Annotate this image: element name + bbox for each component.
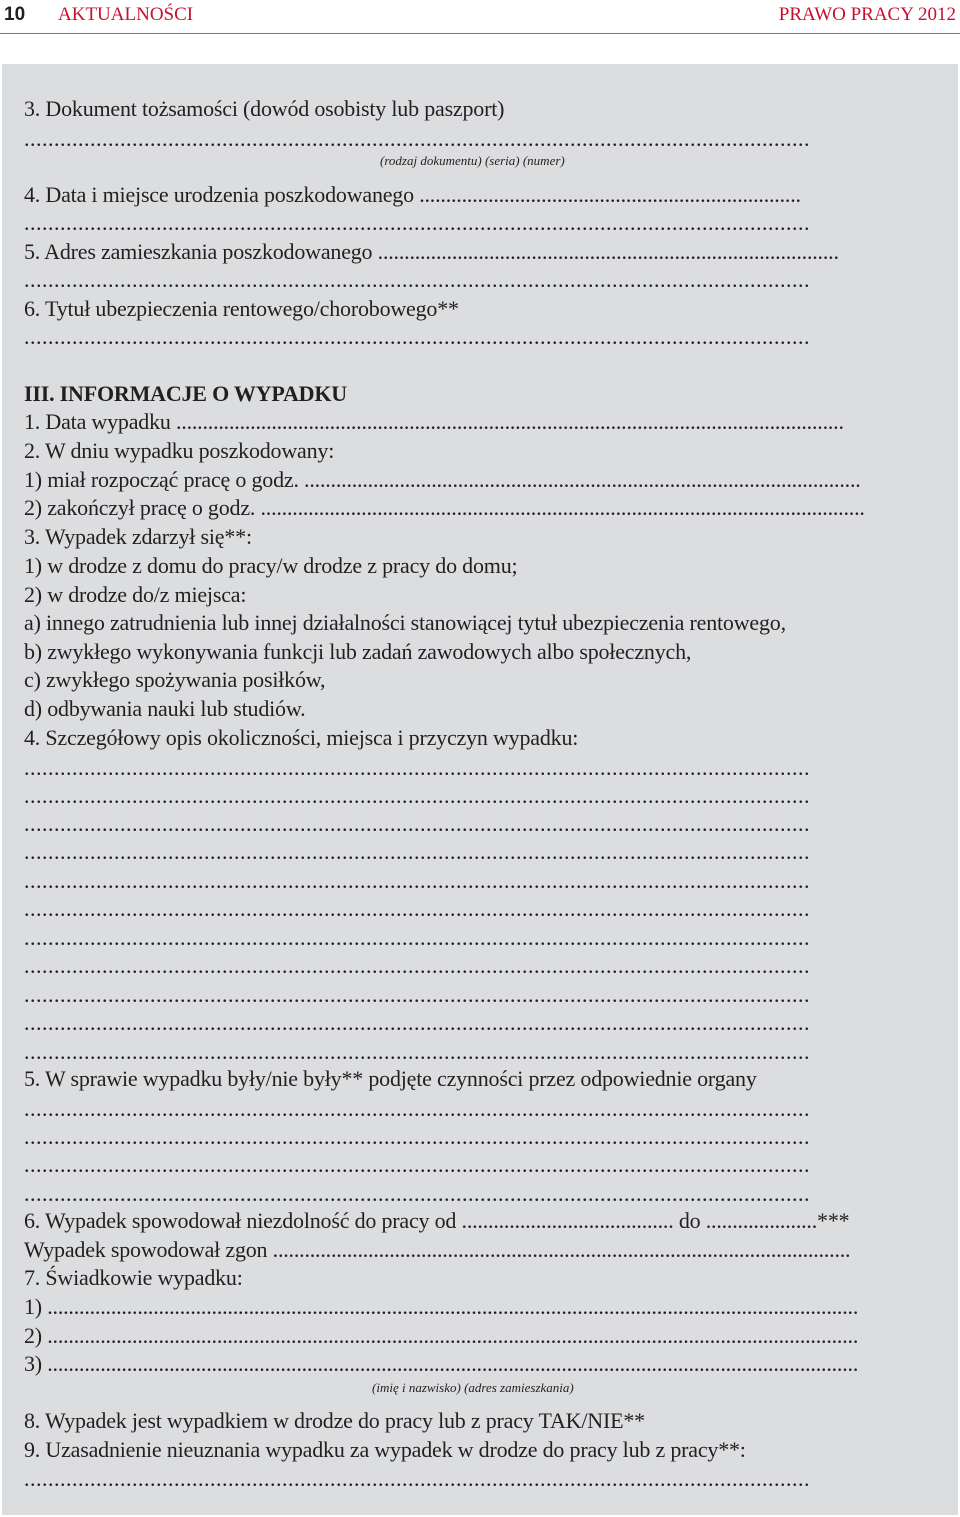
dotted-line: ...................................................................................................................................: [24, 1152, 810, 1177]
field-identity-document: 3. Dokument tożsamości (dowód osobisty lub paszport): [24, 96, 505, 121]
dotted-line: ...................................................................................................................................: [24, 1181, 810, 1206]
header-divider: [0, 33, 960, 34]
field-address: 5. Adres zamieszkania poszkodowanego .......................................................................................: [24, 239, 839, 264]
field-accident-date: 1. Data wypadku ..............................................................................................................................: [24, 409, 844, 434]
field-detailed-description: 4. Szczegółowy opis okoliczności, miejsca i przyczyn wypadku:: [24, 725, 579, 750]
magazine-title: PRAWO PRACY 2012: [778, 4, 956, 25]
field-justification: 9. Uzasadnienie nieuznania wypadku za wypadek w drodze do pracy lub z pracy**:: [24, 1437, 746, 1462]
page-number: 10: [4, 4, 26, 25]
caption-document: (rodzaj dokumentu) (seria) (numer): [380, 153, 565, 168]
field-witnesses: 7. Świadkowie wypadku:: [24, 1265, 243, 1290]
dotted-line: ...................................................................................................................................: [24, 868, 810, 893]
dotted-line: ...................................................................................................................................: [24, 1010, 810, 1035]
field-death: Wypadek spowodował zgon .............................................................................................................: [24, 1237, 851, 1262]
field-birth-date-place: 4. Data i miejsce urodzenia poszkodowanego ........................................................................: [24, 182, 801, 207]
caption-witness: (imię i nazwisko) (adres zamieszkania): [372, 1380, 574, 1395]
dotted-line: ...................................................................................................................................: [24, 811, 810, 836]
dotted-line: ...................................................................................................................................: [24, 1124, 810, 1149]
witness-1: 1) .........................................................................................................................................................: [24, 1294, 859, 1319]
dotted-line: ...................................................................................................................................: [24, 953, 810, 978]
field-work-end: 2) zakończył pracę o godz. ..................................................................................................................: [24, 495, 865, 520]
field-actions-taken: 5. W sprawie wypadku były/nie były** podjęte czynności przez odpowiednie organy: [24, 1066, 757, 1091]
dotted-line: ...................................................................................................................................: [24, 839, 810, 864]
option-b: b) zwykłego wykonywania funkcji lub zadań zawodowych albo społecznych,: [24, 639, 692, 664]
page-header: [0, 0, 960, 34]
dotted-line: ...................................................................................................................................: [24, 755, 810, 780]
dotted-line: ...................................................................................................................................: [24, 324, 810, 349]
field-on-accident-day: 2. W dniu wypadku poszkodowany:: [24, 438, 335, 463]
field-incapacity-period: 6. Wypadek spowodował niezdolność do pracy od ........................................ do .....................***: [24, 1208, 850, 1233]
field-insurance-title: 6. Tytuł ubezpieczenia rentowego/chorobowego**: [24, 296, 459, 321]
section-heading-accident-info: III. INFORMACJE O WYPADKU: [24, 381, 347, 406]
field-commute-accident: 8. Wypadek jest wypadkiem w drodze do pracy lub z pracy TAK/NIE**: [24, 1408, 645, 1433]
dotted-line: ...................................................................................................................................: [24, 1466, 810, 1491]
witness-2: 2) .........................................................................................................................................................: [24, 1323, 859, 1348]
dotted-line: ...................................................................................................................................: [24, 982, 810, 1007]
field-accident-occurred: 3. Wypadek zdarzył się**:: [24, 524, 252, 549]
dotted-line: ...................................................................................................................................: [24, 267, 810, 292]
dotted-line: ...................................................................................................................................: [24, 1096, 810, 1121]
witness-3: 3) .........................................................................................................................................................: [24, 1351, 859, 1376]
dotted-line: ...................................................................................................................................: [24, 126, 810, 151]
section-title: AKTUALNOŚCI: [58, 4, 194, 25]
dotted-line: ...................................................................................................................................: [24, 896, 810, 921]
option-commute: 1) w drodze z domu do pracy/w drodze z pracy do domu;: [24, 553, 518, 578]
option-d: d) odbywania nauki lub studiów.: [24, 696, 306, 721]
option-c: c) zwykłego spożywania posiłków,: [24, 667, 326, 692]
option-a: a) innego zatrudnienia lub innej działalności stanowiącej tytuł ubezpieczenia rentowego,: [24, 610, 786, 635]
field-work-start: 1) miał rozpocząć pracę o godz. .........................................................................................................: [24, 467, 861, 492]
dotted-line: ...................................................................................................................................: [24, 783, 810, 808]
dotted-line: ...................................................................................................................................: [24, 925, 810, 950]
dotted-line: ...................................................................................................................................: [24, 210, 810, 235]
dotted-line: ...................................................................................................................................: [24, 1039, 810, 1064]
option-to-from-place: 2) w drodze do/z miejsca:: [24, 582, 247, 607]
